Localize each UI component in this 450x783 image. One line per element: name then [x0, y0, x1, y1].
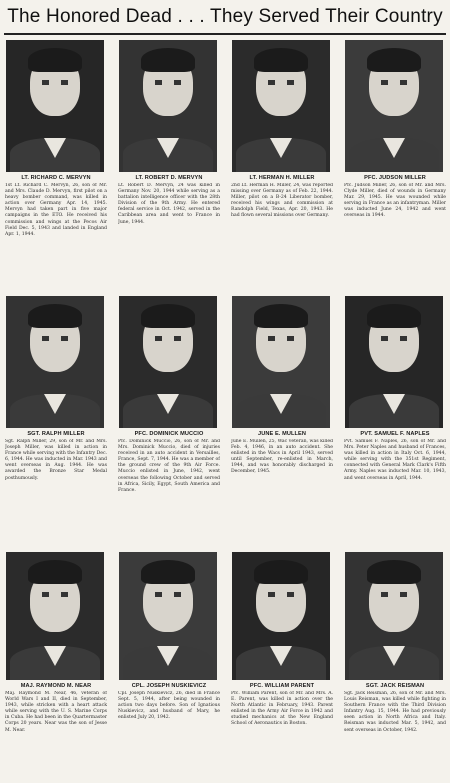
memorial-entry [339, 552, 450, 734]
entry-biography: Maj. Raymond M. Near, 46, veteran of World Wars I and II, died in September, 1943, while stricken with a heart attack while serving with the U. S. Marine Corps in Cuba. He had been in the Quartermaster Corps 20 years. Near was the son of Jesse M. Near. [5, 691, 107, 733]
entry-name: CPL. JOSEPH NUSKIEVICZ [131, 683, 207, 689]
memorial-entry [0, 40, 112, 238]
portrait-photo [232, 552, 330, 680]
headline-rule [4, 33, 446, 35]
memorial-entry [113, 296, 225, 494]
portrait-photo [6, 296, 104, 428]
portrait-photo [6, 40, 104, 172]
entry-name: SGT. RALPH MILLER [27, 431, 85, 437]
memorial-entry [0, 552, 112, 734]
portrait-photo [345, 40, 443, 172]
entry-name: PFC. WILLIAM PARENT [249, 683, 315, 689]
entry-name: PFC. JUDSON MILLER [364, 175, 426, 181]
portrait-photo [345, 296, 443, 428]
entry-biography: 2nd Lt. Herman H. Miller, 24, was reported missing over Germany as of Feb. 22, 1944. Miller, pilot on a B-24 Liberator bomber, received his wings and commission at Randolph Field, Texas, Apr. 20, 1943. He had flown several missions over Germany. [231, 183, 333, 219]
entry-biography: Cpl. Joseph Nuskievicz, 26, died in France Sept. 5, 1944, after being wounded in action two days before. Son of Ignatious Nuskievicz, and husband of Mary, he enlisted July 20, 1942. [118, 691, 220, 721]
entry-name: PVT. SAMUEL F. NAPLES [360, 431, 430, 437]
page-headline: The Honored Dead . . . They Served Their Country [7, 6, 443, 27]
entry-name: MAJ. RAYMOND M. NEAR [20, 683, 92, 689]
memorial-entry [226, 40, 338, 220]
entry-biography: Sgt. Ralph Miller, 29, son of Mr. and Mrs. Joseph Miller, was killed in action in France while serving with the Infantry Dec. 6, 1944. He was inducted in Mar. 1943 and went overseas in Aug. 1944. He was awarded the Bronze Star Medal posthumously. [5, 439, 107, 481]
entry-biography: Pfc. Dominick Muccio, 26, son of Mr. and Mrs. Dominick Muccio, died of injuries received in an auto accident in Versailles, France, Sept. 7, 1944. He was a member of the ground crew of the 9th Air Force. Muccio enlisted in June, 1942, went overseas the following October and served in Africa, Sicily, Egypt, South America and France. [118, 439, 220, 493]
memorial-entry [0, 296, 112, 482]
memorial-entry [113, 40, 225, 226]
memorial-entry [339, 296, 450, 482]
entry-biography: Lt. Robert D. Mervyn, 24 was killed in Germany Nov. 20, 1944 while serving as a battalion intelligence officer with the 28th Division of the 9th Army. He entered federal service in Oct. 1942, served in the Caribbean area and went to France in June, 1944. [118, 183, 220, 225]
portrait-photo [119, 40, 217, 172]
memorial-row-1 [0, 40, 450, 290]
memorial-entry [226, 552, 338, 728]
portrait-photo [119, 552, 217, 680]
memorial-entry [339, 40, 450, 220]
entry-name: LT. ROBERT D. MERVYN [135, 175, 203, 181]
entry-name: PFC. DOMINICK MUCCIO [134, 431, 204, 437]
entry-name: LT. RICHARD C. MERVYN [21, 175, 91, 181]
memorial-row-3 [0, 552, 450, 782]
entry-biography: Pvt. Samuel F. Naples, 26, son of Mr. and Mrs. Peter Naples and husband of Frances, was killed in action in Italy Oct. 6, 1944, while serving with the 351st Regiment, connected with General Mark Clark's Fifth Army. Naples was inducted Mar. 10, 1943, and went overseas in April, 1944. [344, 439, 446, 481]
portrait-photo [119, 296, 217, 428]
portrait-photo [232, 296, 330, 428]
entry-biography: 1st Lt. Richard C. Mervyn, 26, son of Mr. and Mrs. Claude D. Mervyn, first pilot on a heavy bomber command, was killed in action over Germany Apr. 14, 1945. Mervyn had taken part in five major campaigns in the ETO. He received his commission and wings at the Pecos Air Field Dec. 5, 1943 and landed in England Apr. 1, 1944. [5, 183, 107, 237]
memorial-entry [226, 296, 338, 476]
entry-biography: Sgt. Jack Reisman, 26, son of Mr. and Mrs. Louis Reisman, was killed while fighting in Southern France with the Third Division Infantry Aug. 15, 1944. He had previously seen action in North Africa and Italy. Reisman was inducted Mar. 5, 1942, and sent overseas in October, 1942. [344, 691, 446, 733]
entry-biography: Pfc. Judson Miller, 26, son of Mr. and Mrs. Clyde Miller, died of wounds in Germany Mar. 29, 1945. He was wounded while serving in France as an infantryman. Miller was inducted June 24, 1942 and went overseas in 1944. [344, 183, 446, 219]
entry-biography: June E. Mullen, 25, Wac veteran, was killed Feb. 4, 1946, in an auto accident. She enlisted in the Wacs in April 1943, served until September, re-enlisted in March, 1944, and was honorably discharged in December, 1945. [231, 439, 333, 475]
entry-name: JUNE E. MULLEN [257, 431, 307, 437]
entry-name: LT. HERMAN H. MILLER [249, 175, 315, 181]
memorial-row-2 [0, 296, 450, 546]
portrait-photo [6, 552, 104, 680]
portrait-photo [345, 552, 443, 680]
entry-name: SGT. JACK REISMAN [365, 683, 425, 689]
portrait-photo [232, 40, 330, 172]
memorial-entry [113, 552, 225, 721]
entry-biography: Pfc. William Parent, son of Mr. and Mrs. A. E. Parent, was killed in action over the North Atlantic in February, 1943. Parent enlisted in the Army Air Force in 1942 and studied mechanics at the New England School of Aeronautics in Boston. [231, 691, 333, 727]
